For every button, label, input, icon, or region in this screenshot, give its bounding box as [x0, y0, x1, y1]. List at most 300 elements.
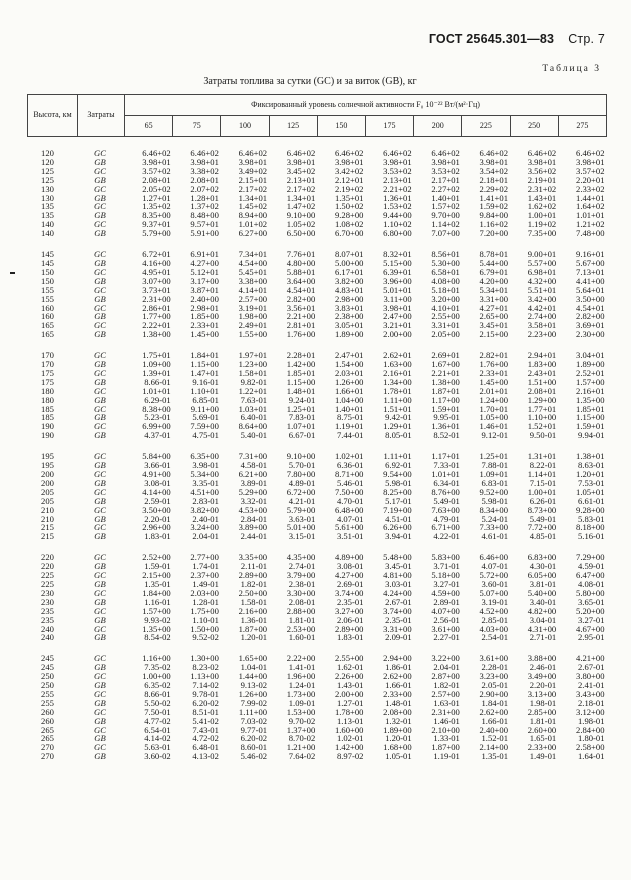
value-cell: 6.46+02: [576, 148, 605, 158]
page-number: Стр. 7: [568, 32, 605, 46]
value-cell: 2.31+00: [431, 706, 460, 717]
value-cell: 2.15+01: [238, 174, 268, 185]
value-cell: 1.70+01: [479, 403, 508, 414]
value-cell: 2.65+00: [479, 311, 508, 322]
table-row: [28, 158, 607, 167]
height-cell: 235: [41, 614, 54, 625]
value-cell: 4.16+00: [142, 257, 171, 268]
value-cell: 8.56+01: [431, 249, 460, 260]
value-cell: 2.28+01: [286, 350, 316, 361]
value-cell: 2.09-01: [385, 632, 412, 643]
value-cell: 3.53+02: [431, 165, 460, 176]
value-cell: 5.20+00: [576, 605, 605, 616]
value-cell: 8.64+00: [238, 421, 268, 432]
cost-type-cell: GB: [94, 513, 106, 524]
standard-number: ГОСТ 25645.301—83: [428, 32, 555, 46]
value-cell: 3.49+00: [527, 671, 557, 682]
value-cell: 5.46-02: [240, 751, 268, 762]
value-cell: 7.59+00: [190, 421, 219, 432]
cost-type-cell: GB: [94, 228, 106, 239]
value-cell: 1.36+01: [383, 192, 412, 203]
group-spacer: [28, 238, 607, 250]
value-cell: 1.64-01: [578, 751, 605, 762]
flux-level-header: 200: [414, 116, 462, 137]
value-cell: 2.90+00: [479, 688, 508, 699]
value-cell: 1.57+00: [576, 376, 605, 387]
table-row: [28, 330, 607, 339]
value-cell: 1.66-01: [481, 715, 508, 726]
cost-type-cell: GB: [94, 460, 106, 471]
value-cell: 2.82+01: [479, 350, 508, 361]
value-cell: 2.16+00: [238, 605, 268, 616]
value-cell: 1.46+01: [479, 421, 508, 432]
value-cell: 2.13+01: [286, 174, 316, 185]
value-cell: 5.23-01: [144, 412, 171, 423]
value-cell: 2.08+01: [142, 174, 171, 185]
table-row: [28, 360, 607, 369]
value-cell: 3.98+01: [238, 156, 268, 167]
value-cell: 2.89-01: [433, 596, 460, 607]
value-cell: 1.68+00: [383, 742, 412, 753]
cost-type-cell: GC: [94, 605, 106, 616]
value-cell: 5.84+00: [142, 451, 171, 462]
value-cell: 1.21+00: [286, 742, 316, 753]
value-cell: 4.37-01: [144, 430, 171, 441]
value-cell: 8.51-01: [192, 706, 219, 717]
value-cell: 4.67+00: [576, 623, 605, 634]
value-cell: 8.94+00: [238, 210, 268, 221]
value-cell: 1.29+00: [527, 394, 557, 405]
value-cell: 1.19+02: [527, 219, 557, 230]
table-row: [28, 598, 607, 607]
cost-type-cell: GB: [94, 680, 106, 691]
value-cell: 1.35-01: [481, 751, 508, 762]
height-cell: 165: [41, 320, 54, 331]
value-cell: 1.66+01: [334, 385, 364, 396]
value-cell: 3.98-01: [192, 460, 219, 471]
height-cell: 145: [41, 249, 54, 260]
value-cell: 1.82-01: [240, 578, 268, 589]
cost-type-cell: GB: [94, 257, 106, 268]
value-cell: 1.42+00: [286, 359, 316, 370]
height-cell: 170: [41, 350, 54, 361]
value-cell: 2.12+01: [334, 174, 364, 185]
flux-caption: Фиксированный уровень солнечной активности F₀ 10⁻²² Вт/(м²·Гц): [125, 95, 607, 116]
value-cell: 6.46+02: [142, 148, 171, 158]
value-cell: 2.43+01: [527, 367, 557, 378]
table-row: [28, 211, 607, 220]
value-cell: 6.46+02: [238, 148, 268, 158]
table-row: [28, 220, 607, 229]
value-cell: 9.16-01: [192, 376, 219, 387]
value-cell: 1.81-01: [288, 614, 316, 625]
value-cell: 1.44+00: [238, 671, 268, 682]
value-cell: 3.40-01: [529, 596, 557, 607]
value-cell: 3.31+01: [431, 320, 460, 331]
value-cell: 5.41-02: [192, 715, 219, 726]
height-cell: 220: [41, 552, 54, 563]
height-cell: 195: [41, 451, 54, 462]
value-cell: 8.78+01: [479, 249, 508, 260]
value-cell: 7.35-02: [144, 662, 171, 673]
value-cell: 3.32-01: [240, 495, 268, 506]
value-cell: 1.20+01: [576, 469, 605, 479]
value-cell: 8.32+01: [383, 249, 412, 260]
value-cell: 2.38-01: [288, 578, 316, 589]
value-cell: 7.33-01: [433, 460, 460, 471]
value-cell: 2.85+00: [527, 706, 557, 717]
value-cell: 6.58+01: [431, 266, 460, 277]
height-cell: 250: [41, 671, 54, 682]
value-cell: 6.92-01: [385, 460, 412, 471]
value-cell: 1.15+00: [190, 359, 219, 370]
value-cell: 1.84-01: [481, 697, 508, 708]
value-cell: 1.28+01: [190, 192, 219, 203]
value-cell: 9.77-01: [240, 724, 268, 735]
value-cell: 6.26-01: [529, 495, 557, 506]
value-cell: 5.70-01: [288, 460, 316, 471]
value-cell: 3.60-01: [481, 578, 508, 589]
height-cell: 150: [41, 275, 54, 286]
value-cell: 2.56-01: [433, 614, 460, 625]
height-cell: 230: [41, 587, 54, 598]
value-cell: 1.16+02: [479, 219, 508, 230]
value-cell: 8.05-01: [385, 430, 412, 441]
value-cell: 4.32+00: [527, 275, 557, 286]
value-cell: 1.36+01: [431, 421, 460, 432]
value-cell: 1.86-01: [385, 662, 412, 673]
height-cell: 160: [41, 302, 54, 313]
value-cell: 2.74-01: [288, 561, 316, 572]
flux-level-header: 175: [365, 116, 413, 137]
value-cell: 4.83+01: [334, 284, 364, 295]
table-row: [28, 321, 607, 330]
cost-type-cell: GC: [94, 367, 106, 378]
value-cell: 2.17+01: [431, 174, 460, 185]
value-cell: 2.50+00: [238, 587, 268, 598]
value-cell: 1.34+01: [286, 192, 316, 203]
cost-type-cell: GB: [94, 632, 106, 643]
value-cell: 3.04-01: [529, 614, 557, 625]
value-cell: 3.23+00: [479, 671, 508, 682]
value-cell: 3.42+02: [334, 165, 364, 176]
value-cell: 1.05+01: [576, 486, 605, 497]
value-cell: 5.29+00: [238, 486, 268, 497]
value-cell: 2.58+00: [576, 742, 605, 753]
value-cell: 3.65-01: [578, 596, 605, 607]
value-cell: 2.18+01: [479, 174, 508, 185]
value-cell: 9.12-01: [481, 430, 508, 441]
value-cell: 8.22-01: [529, 460, 557, 471]
value-cell: 4.70-01: [336, 495, 364, 506]
value-cell: 5.67+00: [576, 257, 605, 268]
value-cell: 6.46+02: [527, 148, 557, 158]
value-cell: 4.75-01: [192, 430, 219, 441]
value-cell: 1.21+02: [576, 219, 605, 230]
group-spacer: [28, 642, 607, 654]
cost-type-cell: GB: [94, 174, 106, 185]
value-cell: 1.37+02: [190, 201, 219, 212]
value-cell: 2.16+01: [576, 385, 605, 396]
value-cell: 7.15-01: [529, 477, 557, 488]
value-cell: 3.98+01: [431, 156, 460, 167]
value-cell: 3.58+01: [527, 320, 557, 331]
value-cell: 2.17+02: [238, 183, 268, 194]
value-cell: 6.35+00: [190, 451, 219, 462]
height-cell: 240: [41, 623, 54, 634]
value-cell: 1.13+00: [190, 671, 219, 682]
value-cell: 4.08-01: [578, 578, 605, 589]
value-cell: 4.95+01: [142, 266, 171, 277]
value-cell: 6.17+01: [334, 266, 364, 277]
value-cell: 2.62+01: [383, 350, 412, 361]
table-row: [28, 532, 607, 541]
value-cell: 5.57+00: [527, 257, 557, 268]
value-cell: 5.91+00: [190, 228, 219, 239]
cost-type-cell: GB: [94, 578, 106, 589]
value-cell: 1.75+00: [190, 605, 219, 616]
value-cell: 2.19+02: [334, 183, 364, 194]
table-row: [28, 743, 607, 752]
value-cell: 4.89+00: [334, 552, 364, 563]
value-cell: 1.58-01: [240, 596, 268, 607]
value-cell: 1.14+02: [431, 219, 460, 230]
value-cell: 2.98+01: [190, 302, 219, 313]
cost-type-cell: GC: [94, 587, 106, 598]
value-cell: 1.52+01: [527, 421, 557, 432]
height-cell: 250: [41, 680, 54, 691]
value-cell: 1.45+02: [238, 201, 268, 212]
value-cell: 7.72+00: [527, 522, 557, 533]
flux-level-header: 75: [173, 116, 221, 137]
value-cell: 2.27+02: [431, 183, 460, 194]
value-cell: 2.11-01: [240, 561, 268, 572]
cost-type-cell: GC: [94, 302, 106, 313]
value-cell: 5.01+00: [286, 522, 316, 533]
value-cell: 8.73+00: [527, 504, 557, 515]
value-cell: 3.07+00: [142, 275, 171, 286]
value-cell: 9.84+00: [479, 210, 508, 221]
value-cell: 4.54+00: [238, 257, 268, 268]
value-cell: 1.76+00: [479, 359, 508, 370]
table-row: [28, 452, 607, 461]
value-cell: 9.52+00: [479, 486, 508, 497]
value-cell: 3.88+00: [527, 653, 557, 664]
cost-type-cell: GB: [94, 359, 106, 370]
cost-type-cell: GB: [94, 561, 106, 572]
value-cell: 2.07+02: [190, 183, 219, 194]
value-cell: 3.49+02: [238, 165, 268, 176]
value-cell: 1.20-01: [385, 733, 412, 744]
value-cell: 2.37+00: [190, 570, 219, 581]
value-cell: 3.66-01: [144, 460, 171, 471]
value-cell: 1.77+01: [527, 403, 557, 414]
table-title: Затраты топлива за сутки (GC) и за виток (GB), кг: [203, 76, 417, 87]
value-cell: 3.05+01: [334, 320, 364, 331]
value-cell: 6.71+00: [431, 522, 460, 533]
value-cell: 3.98+01: [142, 156, 171, 167]
value-cell: 7.31+00: [238, 451, 268, 462]
value-cell: 1.32-01: [385, 715, 412, 726]
value-cell: 5.17-01: [385, 495, 412, 506]
value-cell: 6.39+01: [383, 266, 412, 277]
value-cell: 9.16+01: [576, 249, 605, 260]
value-cell: 1.62+02: [527, 201, 557, 212]
cost-type-cell: GC: [94, 148, 106, 158]
value-cell: 6.05+00: [527, 570, 557, 581]
value-cell: 4.10+01: [431, 302, 460, 313]
table-row: [28, 422, 607, 431]
value-cell: 1.42+00: [334, 742, 364, 753]
value-cell: 3.80+00: [576, 671, 605, 682]
height-cell: 175: [41, 376, 54, 387]
value-cell: 6.72+00: [286, 486, 316, 497]
value-cell: 1.67+00: [431, 359, 460, 370]
height-cell: 205: [41, 486, 54, 497]
value-cell: 1.53+02: [383, 201, 412, 212]
value-cell: 2.59-01: [144, 495, 171, 506]
value-cell: 3.12+00: [576, 706, 605, 717]
table-row: [28, 229, 607, 238]
value-cell: 4.51+00: [190, 486, 219, 497]
value-cell: 1.39+01: [142, 367, 171, 378]
value-cell: 7.19+00: [383, 504, 412, 515]
value-cell: 2.53+00: [286, 623, 316, 634]
table-row: [28, 708, 607, 717]
cost-type-cell: GC: [94, 504, 106, 515]
value-cell: 8.18+00: [576, 522, 605, 533]
height-cell: 140: [41, 219, 54, 230]
value-cell: 2.77+00: [190, 552, 219, 563]
value-cell: 1.80-01: [578, 733, 605, 744]
height-column-header: Высота, км: [28, 95, 78, 137]
value-cell: 4.53+00: [238, 504, 268, 515]
value-cell: 7.99-02: [240, 697, 268, 708]
value-cell: 5.45+01: [238, 266, 268, 277]
flux-level-header: 65: [125, 116, 173, 137]
value-cell: 1.59+01: [576, 421, 605, 432]
value-cell: 3.43+00: [576, 688, 605, 699]
value-cell: 1.05+00: [479, 412, 508, 423]
value-cell: 1.52-01: [481, 733, 508, 744]
table-row: [28, 506, 607, 515]
table-row: [28, 396, 607, 405]
height-cell: 265: [41, 733, 54, 744]
value-cell: 3.71-01: [433, 561, 460, 572]
value-cell: 6.91+01: [190, 249, 219, 260]
value-cell: 5.15+00: [383, 257, 412, 268]
value-cell: 1.78+00: [334, 706, 364, 717]
value-cell: 4.13-02: [192, 751, 219, 762]
table-row: [28, 431, 607, 440]
value-cell: 2.67-01: [578, 662, 605, 673]
flux-level-header: 275: [558, 116, 606, 137]
table-row: [28, 202, 607, 211]
value-cell: 2.41-01: [578, 680, 605, 691]
value-cell: 3.21+01: [383, 320, 412, 331]
value-cell: 1.15+00: [286, 376, 316, 387]
value-cell: 6.46+00: [479, 552, 508, 563]
value-cell: 2.08+01: [527, 385, 557, 396]
value-cell: 1.27-01: [336, 697, 364, 708]
value-cell: 6.46+02: [334, 148, 364, 158]
value-cell: 3.08-01: [144, 477, 171, 488]
table-row: [28, 690, 607, 699]
table-row: [28, 277, 607, 286]
value-cell: 2.04-01: [192, 531, 219, 542]
value-cell: 1.04-01: [240, 662, 268, 673]
value-cell: 6.48-01: [192, 742, 219, 753]
value-cell: 4.08+00: [431, 275, 460, 286]
cost-type-cell: GC: [94, 403, 106, 414]
table-row: [28, 562, 607, 571]
cost-type-cell: GB: [94, 192, 106, 203]
value-cell: 6.47+00: [576, 570, 605, 581]
value-cell: 1.63-01: [433, 697, 460, 708]
value-cell: 2.33+02: [576, 183, 605, 194]
value-cell: 1.00+01: [527, 486, 557, 497]
value-cell: 1.02+01: [334, 451, 364, 462]
value-cell: 2.01+01: [479, 385, 508, 396]
table-body: [28, 137, 607, 762]
value-cell: 5.50-02: [144, 697, 171, 708]
value-cell: 1.09+01: [479, 469, 508, 479]
value-cell: 2.31+02: [527, 183, 557, 194]
value-cell: 5.61+00: [334, 522, 364, 533]
value-cell: 4.14+00: [142, 486, 171, 497]
value-cell: 7.64-02: [288, 751, 316, 762]
table-row: [28, 351, 607, 360]
value-cell: 5.79+00: [142, 228, 171, 239]
value-cell: 2.03+00: [190, 587, 219, 598]
value-cell: 6.67-01: [288, 430, 316, 441]
value-cell: 2.85-01: [481, 614, 508, 625]
flux-level-header: 150: [317, 116, 365, 137]
value-cell: 2.69+01: [431, 350, 460, 361]
value-cell: 1.66-01: [385, 680, 412, 691]
cost-type-cell: GC: [94, 284, 106, 295]
value-cell: 1.16-01: [144, 596, 171, 607]
value-cell: 8.75-01: [336, 412, 364, 423]
value-cell: 2.29+02: [479, 183, 508, 194]
height-cell: 195: [41, 460, 54, 471]
value-cell: 1.51+01: [383, 403, 412, 414]
height-cell: 135: [41, 201, 54, 212]
cost-type-cell: GC: [94, 671, 106, 682]
value-cell: 5.16-01: [578, 531, 605, 542]
value-cell: 6.40-01: [240, 412, 268, 423]
value-cell: 1.74-01: [192, 561, 219, 572]
value-cell: 7.13+01: [576, 266, 605, 277]
height-cell: 240: [41, 632, 54, 643]
value-cell: 8.97-02: [336, 751, 364, 762]
value-cell: 1.15+00: [576, 412, 605, 423]
flux-level-header: 100: [221, 116, 269, 137]
cost-type-cell: GC: [94, 469, 106, 479]
cost-type-cell: GB: [94, 596, 106, 607]
value-cell: 1.98-01: [578, 715, 605, 726]
value-cell: 8.63-01: [578, 460, 605, 471]
value-cell: 2.31+00: [142, 293, 171, 304]
value-cell: 4.91+00: [142, 469, 171, 479]
table-row: [28, 553, 607, 562]
value-cell: 1.26+00: [238, 688, 268, 699]
value-cell: 1.11+00: [383, 394, 412, 405]
table-row: [28, 378, 607, 387]
value-cell: 7.33+00: [479, 522, 508, 533]
costs-column-header: Затраты: [78, 95, 125, 137]
value-cell: 2.81+01: [286, 320, 316, 331]
